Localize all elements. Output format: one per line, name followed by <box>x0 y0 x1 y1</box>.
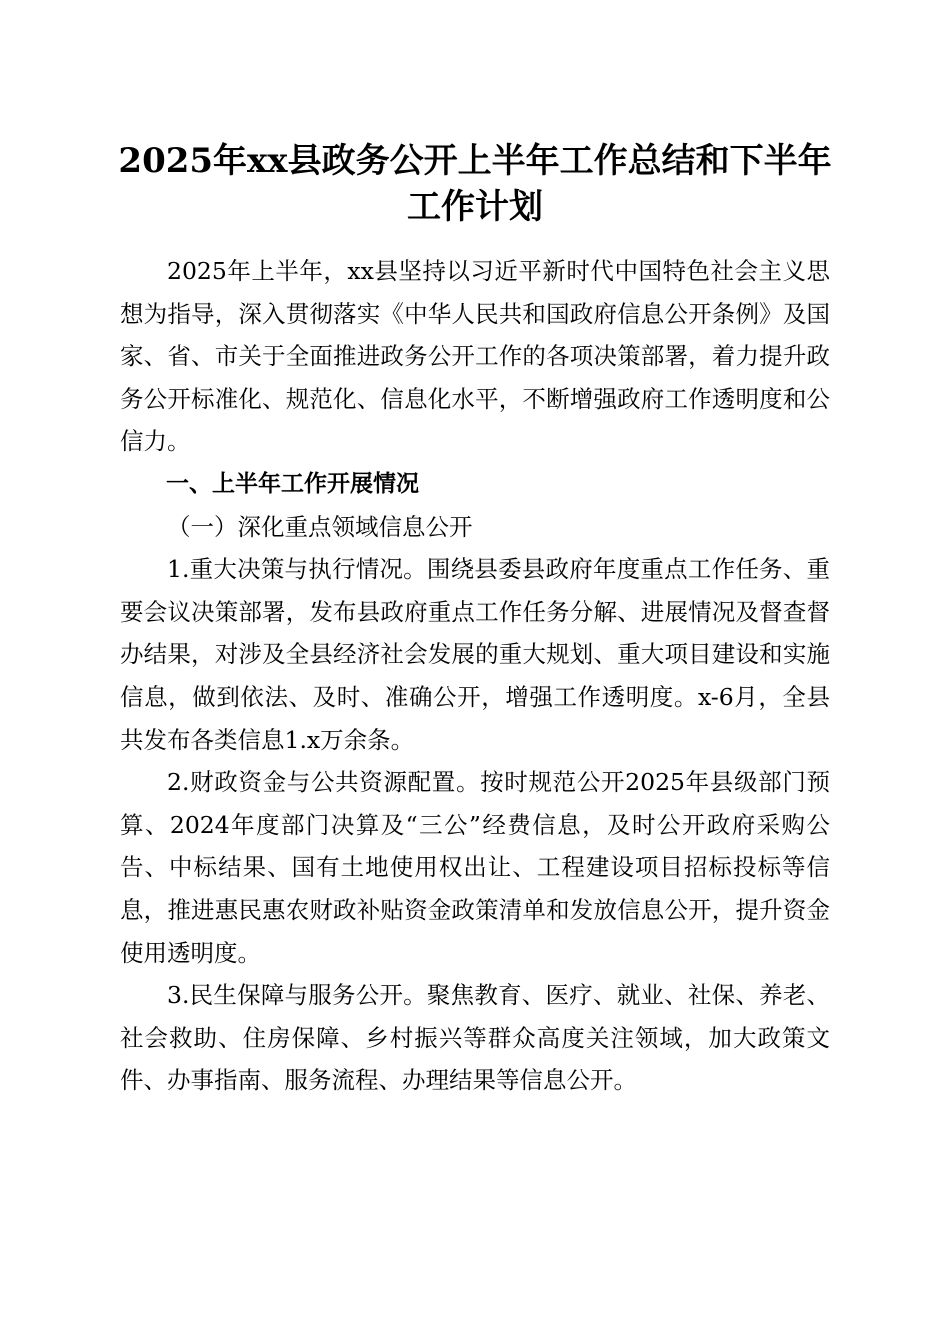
document-title: 2025年xx县政务公开上半年工作总结和下半年工作计划 <box>118 141 832 227</box>
intro-paragraph: 2025年上半年，xx县坚持以习近平新时代中国特色社会主义思想为指导，深入贯彻落实《中华人民共和国政府信息公开条例》及国家、省、市关于全面推进政务公开工作的各项决策部署，着力提升政务公开标准化、规范化、信息化水平，不断增强政府工作透明度和公信力。 <box>120 257 830 456</box>
section-heading-1: 一、上半年工作开展情况 <box>166 470 419 497</box>
item-paragraph-2: 2.财政资金与公共资源配置。按时规范公开2025年县级部门预算、2024年度部门决算及“三公”经费信息，及时公开政府采购公告、中标结果、国有土地使用权出让、工程建设项目招标投标等信息，推进惠民惠农财政补贴资金政策清单和发放信息公开，提升资金使用透明度。 <box>120 768 830 967</box>
subsection-heading-1: （一）深化重点领域信息公开 <box>167 512 473 541</box>
item-paragraph-1: 1.重大决策与执行情况。围绕县委县政府年度重点工作任务、重要会议决策部署，发布县政府重点工作任务分解、进展情况及督查督办结果，对涉及全县经济社会发展的重大规划、重大项目建设和实施信息，做到依法、及时、准确公开，增强工作透明度。x-6月，全县共发布各类信息1.x万余条。 <box>120 555 830 754</box>
document-body <box>120 250 830 1102</box>
item-paragraph-3: 3.民生保障与服务公开。聚焦教育、医疗、就业、社保、养老、社会救助、住房保障、乡村振兴等群众高度关注领域，加大政策文件、办事指南、服务流程、办理结果等信息公开。 <box>120 981 830 1095</box>
